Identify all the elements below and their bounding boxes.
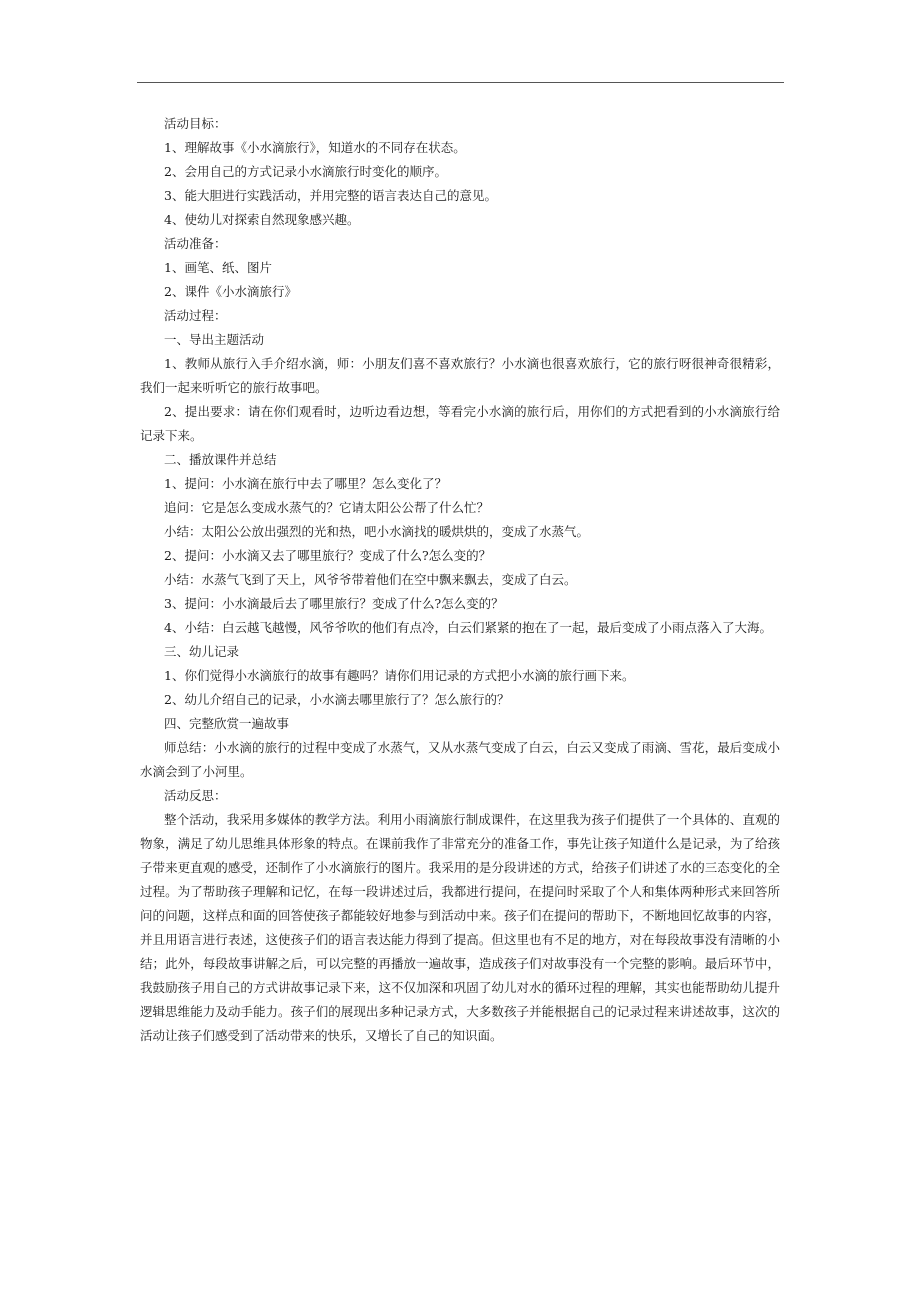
heading-activity-reflection: 活动反思： <box>164 788 227 803</box>
process-paragraph: 4、小结：白云越飞越慢，风爷爷吹的他们有点冷，白云们紧紧的抱在了一起，最后变成了小雨点落入了大海。 <box>164 620 772 635</box>
process-paragraph: 追问：它是怎么变成水蒸气的？它请太阳公公帮了什么忙？ <box>164 500 490 515</box>
process-paragraph: 小结：太阳公公放出强烈的光和热，吧小水滴找的暖烘烘的，变成了水蒸气。 <box>164 524 590 539</box>
heading-activity-process: 活动过程： <box>164 308 227 323</box>
reflection-paragraph: 整个活动，我采用多媒体的教学方法。利用小雨滴旅行制成课件，在这里我为孩子们提供了一个具体的、直观的物象，满足了幼儿思维具体形象的特点。在课前我作了非常充分的准备工作，事先让孩子知道什么是记录，为了给孩子带来更直观的感受，还制作了小水滴旅行的图片。我采用的是分段讲述的方式，给孩子们讲述了水的三态变化的全过程。为了帮助孩子理解和记忆，在每一段讲述过后，我都进行提问，在提问时采取了个人和集体两种形式来回答所问的问题，这样点和面的回答使孩子都能较好地参与到活动中来。孩子们在提问的帮助下，不断地回忆故事的内容，并且用语言进行表述，这使孩子们的语言表达能力得到了提高。但这里也有不足的地方，对在每段故事没有清晰的小结；此外，每段故事讲解之后，可以完整的再播放一遍故事，造成孩子们对故事没有一个完整的影响。最后环节中，我鼓励孩子用自己的方式讲故事记录下来，这不仅加深和巩固了幼儿对水的循环过程的理解，其实也能帮助幼儿提升逻辑思维能力及动手能力。孩子们的展现出多种记录方式，大多数孩子并能根据自己的记录过程来讲述故事，这次的活动让孩子们感受到了活动带来的快乐，又增长了自己的知识面。 <box>140 812 780 1043</box>
section-heading: 一、导出主题活动 <box>164 332 265 347</box>
document-body <box>140 112 780 1048</box>
goal-item: 4、使幼儿对探索自然现象感兴趣。 <box>164 212 360 227</box>
goal-item: 3、能大胆进行实践活动，并用完整的语言表达自己的意见。 <box>164 188 497 203</box>
goal-item: 1、理解故事《小水滴旅行》，知道水的不同存在状态。 <box>164 140 466 155</box>
section-heading: 三、幼儿记录 <box>164 644 240 659</box>
header-rule <box>137 82 784 83</box>
process-paragraph: 小结：水蒸气飞到了天上，风爷爷带着他们在空中飘来飘去，变成了白云。 <box>164 572 577 587</box>
process-paragraph: 3、提问：小水滴最后去了哪里旅行？变成了什么?怎么变的？ <box>164 596 504 611</box>
section-heading: 二、播放课件并总结 <box>164 452 277 467</box>
process-paragraph: 2、提问：小水滴又去了哪里旅行？变成了什么?怎么变的？ <box>164 548 492 563</box>
goal-item: 2、会用自己的方式记录小水滴旅行时变化的顺序。 <box>164 164 447 179</box>
process-paragraph: 2、幼儿介绍自己的记录，小水滴去哪里旅行了？怎么旅行的？ <box>164 692 510 707</box>
process-paragraph: 2、提出要求：请在你们观看时，边听边看边想，等看完小水滴的旅行后，用你们的方式把看到的小水滴旅行给记录下来。 <box>140 404 780 443</box>
process-paragraph: 1、提问：小水滴在旅行中去了哪里？怎么变化了？ <box>164 476 447 491</box>
process-paragraph: 师总结：小水滴的旅行的过程中变成了水蒸气，又从水蒸气变成了白云，白云又变成了雨滴、雪花，最后变成小水滴会到了小河里。 <box>140 740 780 779</box>
preparation-item: 2、课件《小水滴旅行》 <box>164 284 297 299</box>
section-heading: 四、完整欣赏一遍故事 <box>164 716 290 731</box>
heading-activity-goals: 活动目标： <box>164 116 227 131</box>
heading-activity-preparation: 活动准备： <box>164 236 227 251</box>
preparation-item: 1、画笔、纸、图片 <box>164 260 272 275</box>
process-paragraph: 1、你们觉得小水滴旅行的故事有趣吗？请你们用记录的方式把小水滴的旅行画下来。 <box>164 668 635 683</box>
process-paragraph: 1、教师从旅行入手介绍水滴，师：小朋友们喜不喜欢旅行？小水滴也很喜欢旅行，它的旅行呀很神奇很精彩，我们一起来听听它的旅行故事吧。 <box>140 356 780 395</box>
